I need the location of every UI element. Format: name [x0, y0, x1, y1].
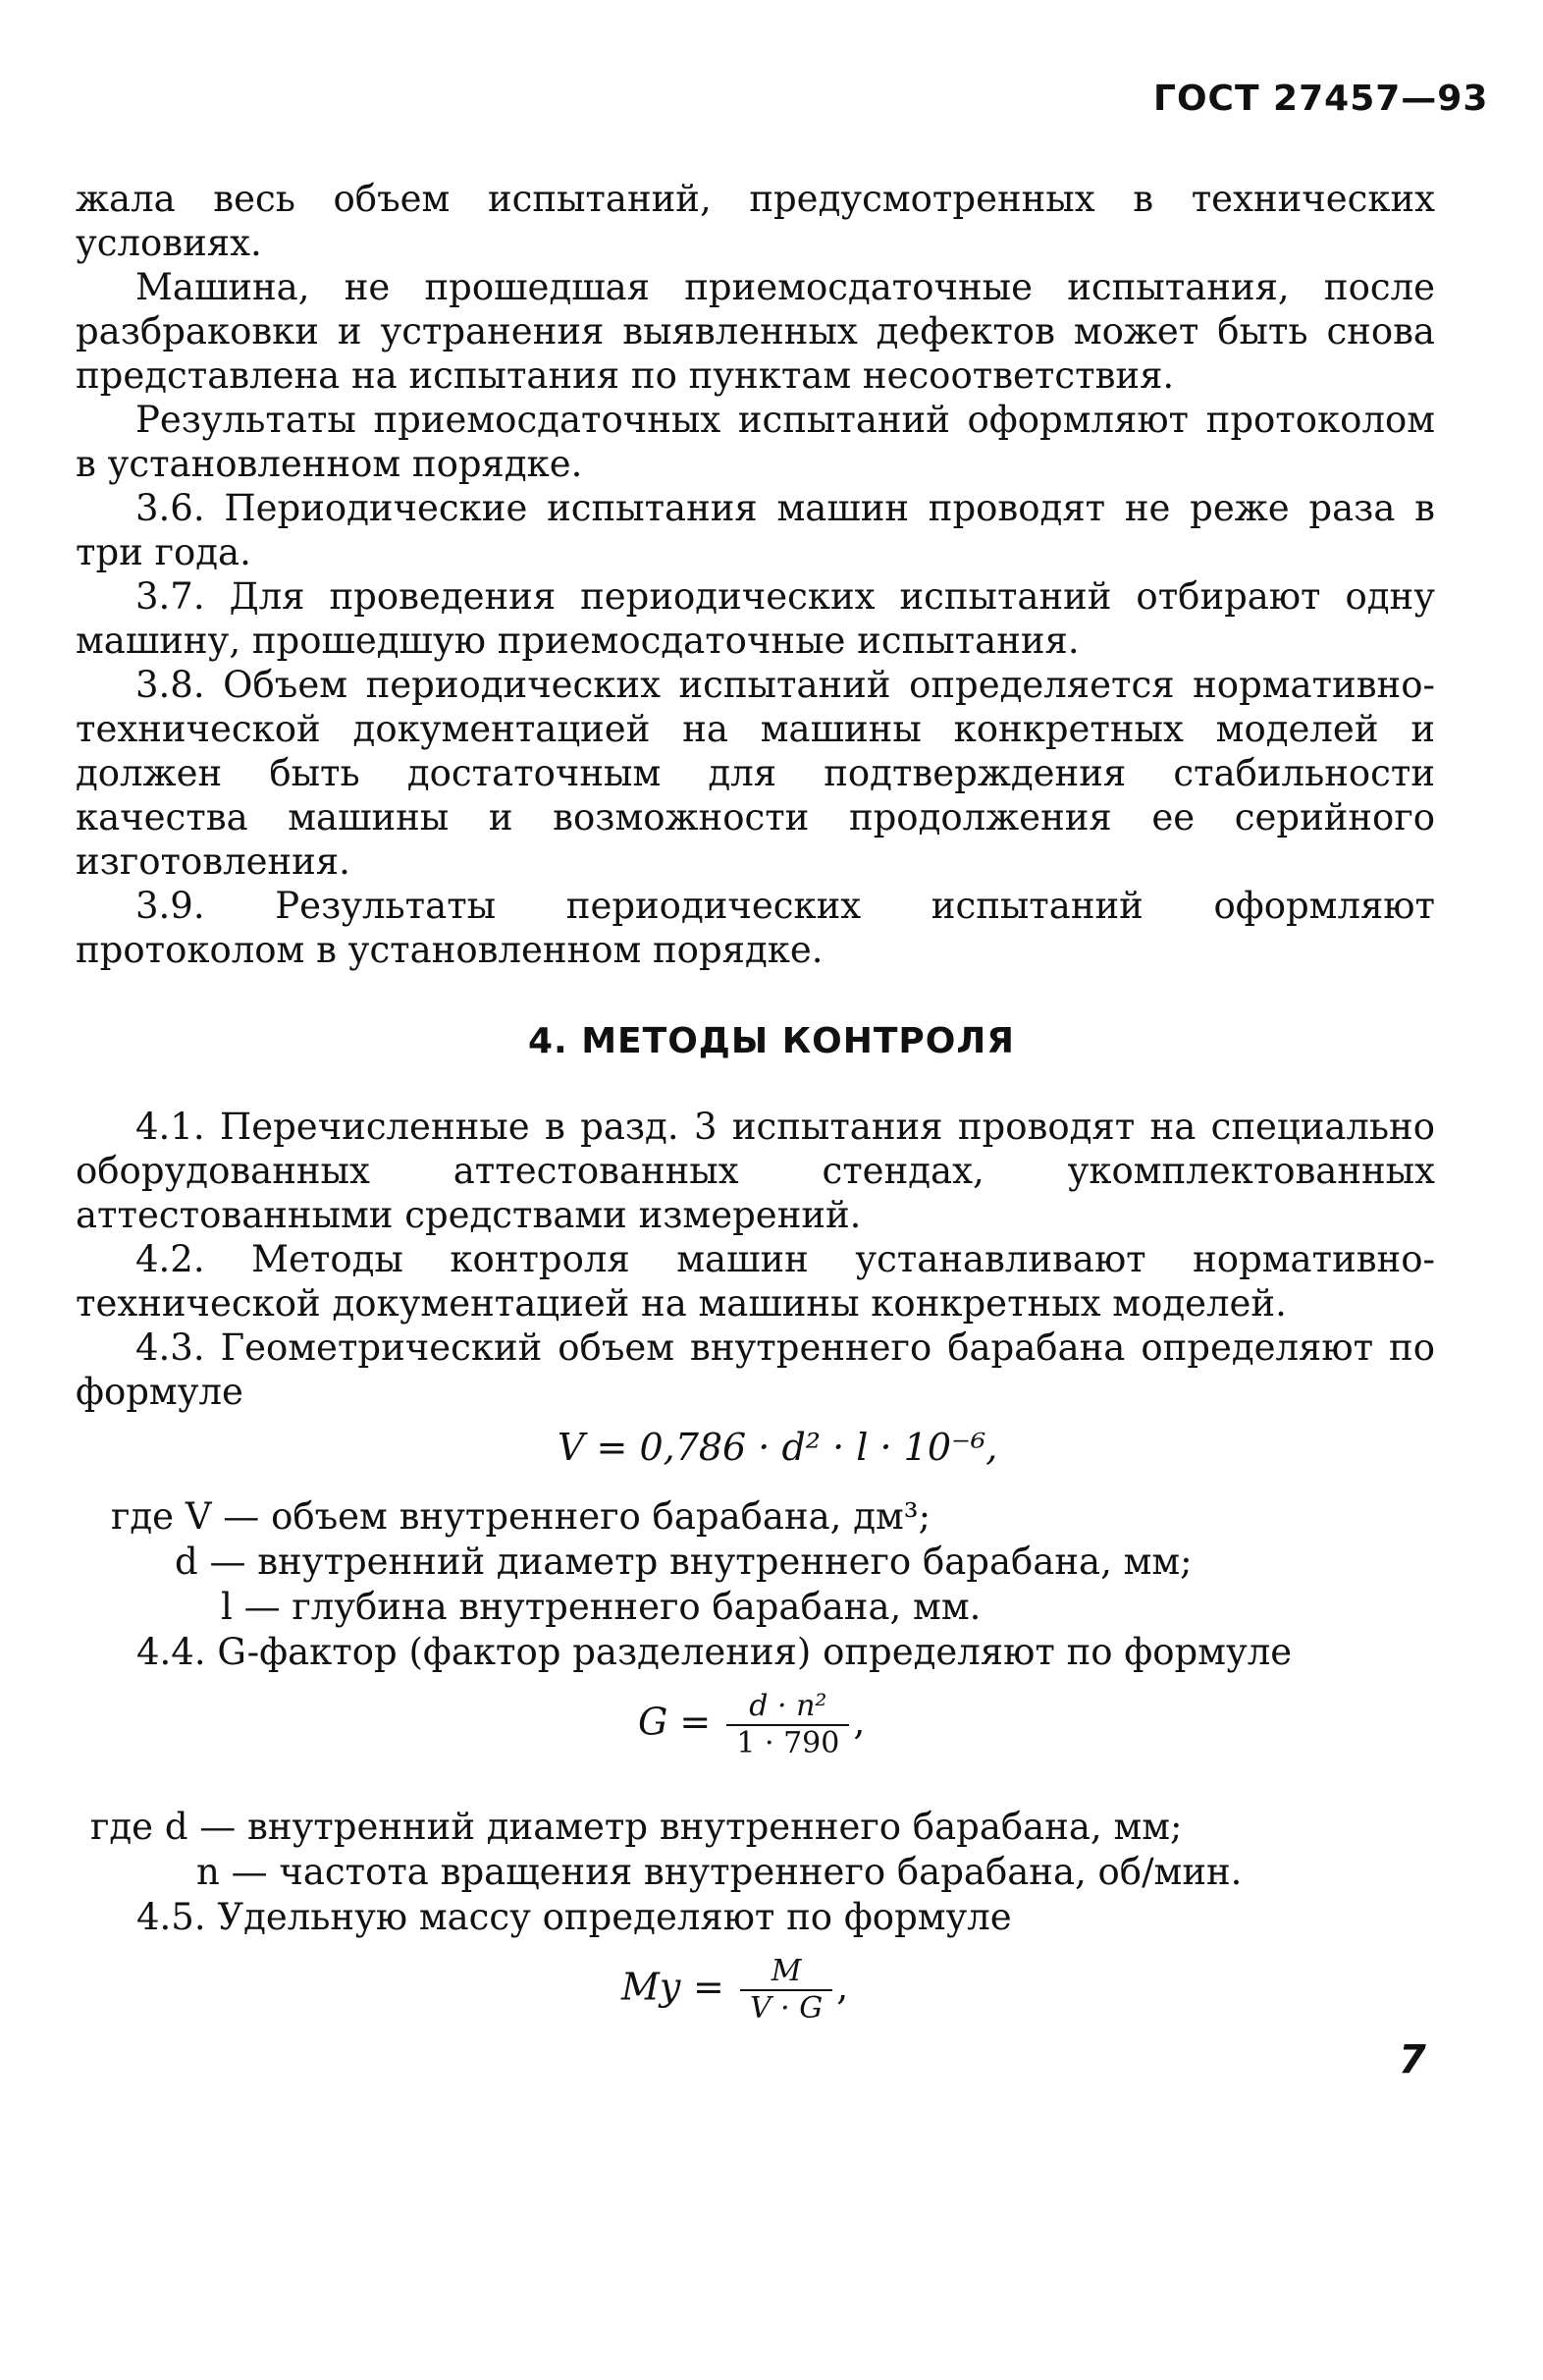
formula-m-fraction	[740, 1954, 832, 2027]
formula-specific-mass	[621, 1954, 848, 2027]
formula-g-numerator: d · n²	[749, 1689, 827, 1723]
formula-volume: V = 0,786 · d² · l · 10⁻⁶,	[558, 1426, 998, 1469]
paragraph-3-7: 3.7. Для проведения периодических испытаний отбирают одну машину, прошедшую приемосдаточные испытания.	[76, 575, 1435, 662]
formula-m-numerator: M	[771, 1954, 802, 1988]
paragraph-3-9: 3.9. Результаты периодических испытаний оформляют протоколом в установленном порядке.	[76, 885, 1435, 971]
where-volume-d: d — внутренний диаметр внутреннего барабана, мм;	[175, 1541, 1193, 1583]
formula-m-denominator: V · G	[740, 1989, 832, 2027]
paragraph-3-6: 3.6. Периодические испытания машин проводят не реже раза в три года.	[76, 487, 1435, 573]
formula-g-lhs: G =	[638, 1700, 712, 1744]
paragraph-results: Результаты приемосдаточных испытаний оформляют протоколом в установленном порядке.	[76, 399, 1435, 485]
text-block-section4	[76, 1105, 1435, 1414]
paragraph-3-8: 3.8. Объем периодических испытаний определяется нормативно-технической документацией на машины конкретных моделей и должен быть достаточным для подтверждения стабильности качества машины и возможности продолжения ее серийного изготовления.	[76, 664, 1435, 883]
formula-m-tail: ,	[836, 1965, 849, 2009]
paragraph-4-1: 4.1. Перечисленные в разд. 3 испытания проводят на специально оборудованных аттестованных стендах, укомплектованных аттестованными средствами измерений.	[76, 1106, 1435, 1236]
page-number: 7	[1399, 2037, 1426, 2082]
paragraph-machine-rejected: Машина, не прошедшая приемосдаточные испытания, после разбраковки и устранения выявленных дефектов может быть снова представлена на испытания по пунктам несоответствия.	[76, 266, 1435, 397]
paragraph-4-5: 4.5. Удельную массу определяют по формуле	[136, 1896, 1012, 1938]
paragraph-continued: жала весь объем испытаний, предусмотренных в технических условиях.	[76, 178, 1435, 264]
paragraph-4-2: 4.2. Методы контроля машин устанавливают нормативно-технической документацией на машины конкретных моделей.	[76, 1238, 1435, 1325]
document-code: ГОСТ 27457—93	[1153, 79, 1489, 119]
where-volume-v: где V — объем внутреннего барабана, дм³;	[111, 1495, 931, 1538]
where-volume-l: l — глубина внутреннего барабана, мм.	[221, 1586, 982, 1628]
text-block-section3	[76, 177, 1435, 972]
formula-g-denominator: 1 · 790	[726, 1724, 849, 1761]
formula-g-fraction	[726, 1689, 849, 1761]
section-title: 4. МЕТОДЫ КОНТРОЛЯ	[527, 1021, 1016, 1061]
where-g-d: где d — внутренний диаметр внутреннего барабана, мм;	[90, 1806, 1183, 1848]
paragraph-4-3: 4.3. Геометрический объем внутреннего барабана определяют по формуле	[76, 1326, 1435, 1413]
formula-g-factor	[638, 1689, 865, 1761]
formula-m-lhs: Mу =	[621, 1965, 724, 2009]
paragraph-4-4: 4.4. G-фактор (фактор разделения) определяют по формуле	[136, 1631, 1293, 1673]
formula-g-tail: ,	[853, 1700, 866, 1744]
where-g-n: n — частота вращения внутреннего барабана, об/мин.	[196, 1851, 1243, 1893]
